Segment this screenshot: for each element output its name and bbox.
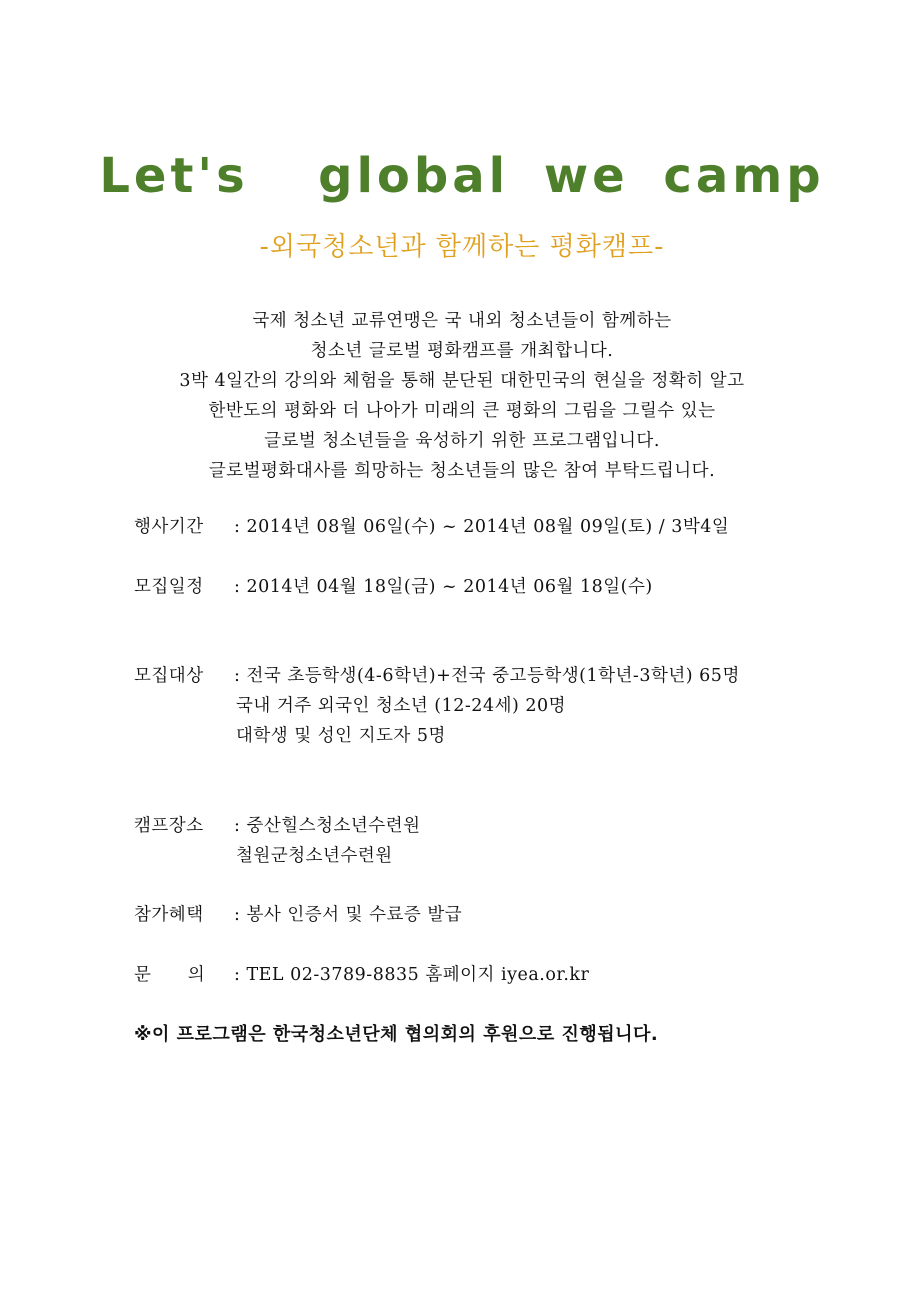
camp-location-label: 캠프장소: [134, 816, 204, 836]
contact-row: [134, 960, 589, 990]
event-period-value: : 2014년 08월 06일(수) ~ 2014년 08월 09일(토) / 3박4일: [234, 517, 730, 537]
intro-paragraph: [0, 306, 924, 486]
recruit-period-label: 모집일정: [134, 577, 204, 597]
recruit-period-value: : 2014년 04월 18일(금) ~ 2014년 06월 18일(수): [234, 577, 653, 597]
benefit-row: [134, 900, 462, 930]
recruit-target-label: 모집대상: [134, 666, 204, 686]
intro-line: 한반도의 평화와 더 나아가 미래의 큰 평화의 그림을 그릴수 있는: [208, 401, 716, 421]
camp-location-row: [134, 811, 421, 871]
intro-line: 글로벌 청소년들을 육성하기 위한 프로그램입니다.: [264, 431, 660, 451]
contact-label: 문 의: [134, 965, 206, 985]
intro-line: 3박 4일간의 강의와 체험을 통해 분단된 대한민국의 현실을 정확히 알고: [179, 371, 745, 391]
recruit-target-value: 대학생 및 성인 지도자 5명: [236, 726, 446, 746]
contact-value: : TEL 02-3789-8835 홈페이지 iyea.or.kr: [234, 965, 590, 985]
recruit-target-row: [134, 661, 740, 751]
intro-line: 국제 청소년 교류연맹은 국 내외 청소년들이 함께하는: [252, 311, 672, 331]
benefit-label: 참가혜택: [134, 905, 204, 925]
intro-line: 청소년 글로벌 평화캠프를 개최합니다.: [310, 341, 614, 361]
camp-location-value: 철원군청소년수련원: [236, 846, 393, 866]
intro-line: 글로벌평화대사를 희망하는 청소년들의 많은 참여 부탁드립니다.: [208, 461, 716, 481]
benefit-value: : 봉사 인증서 및 수료증 발급: [234, 905, 463, 925]
page-title: Let's global we camp: [99, 148, 825, 204]
event-period-row: [134, 512, 729, 542]
camp-location-value: : 중산힐스청소년수련원: [234, 816, 421, 836]
recruit-period-row: [134, 572, 653, 602]
event-period-label: 행사기간: [134, 517, 204, 537]
recruit-target-value: : 전국 초등학생(4-6학년)+전국 중고등학생(1학년-3학년) 65명: [234, 666, 740, 686]
recruit-target-value: 국내 거주 외국인 청소년 (12-24세) 20명: [236, 696, 567, 716]
page-subtitle: -외국청소년과 함께하는 평화캠프-: [259, 232, 665, 262]
sponsor-notice: ※이 프로그램은 한국청소년단체 협의회의 후원으로 진행됩니다.: [134, 1024, 659, 1045]
